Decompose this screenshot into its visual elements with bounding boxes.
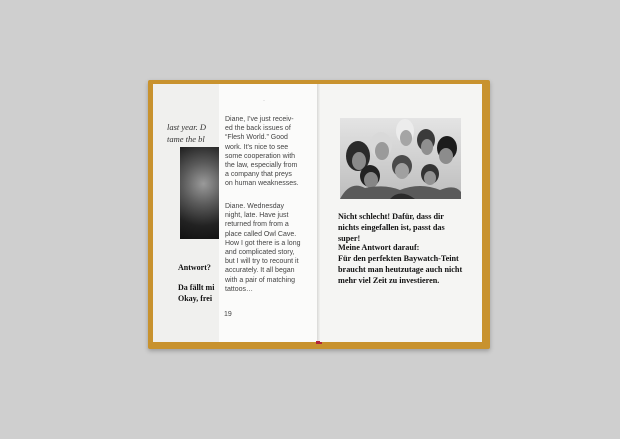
email-paragraph-2: Diane. Wednesday night, late. Have just returned from from a place called Owl Cave. How I got there is a long and complicated story, but I will try to recount it accurately. It all began with a pair of matching tattoos… [225, 203, 301, 293]
right-paragraph-2-body: Für den perfekten Baywatch-Teint braucht man heutzutage auch nicht mehr viel Zeit zu investieren. [338, 254, 463, 285]
email-paragraph-1: Diane, I've just receiv-ed the back issues of “Flesh World.” Good work. It's nice to see some cooperation with the law, especially from a company that preys on human weaknesses. [225, 116, 299, 188]
page-number: 19 [224, 311, 232, 318]
underlying-bold-line-2: Da fällt mi [178, 283, 215, 292]
speck: · [263, 98, 265, 104]
group-photo [340, 118, 461, 199]
left-page [153, 84, 319, 342]
right-paragraph-1: Nicht schlecht! Dafür, dass dir nichts eingefallen ist, passt das super! [338, 212, 445, 243]
underlying-italic-line-2: tame the bl [167, 134, 205, 144]
underlying-photo [180, 147, 219, 239]
underlying-bold-line-3: Okay, frei [178, 294, 213, 303]
right-page [320, 84, 482, 342]
underlying-bold-line-1: Antwort? [178, 263, 211, 272]
underlying-italic-line-1: last year. D [167, 122, 206, 132]
right-paragraph-2-heading: Meine Antwort darauf: [338, 243, 420, 252]
